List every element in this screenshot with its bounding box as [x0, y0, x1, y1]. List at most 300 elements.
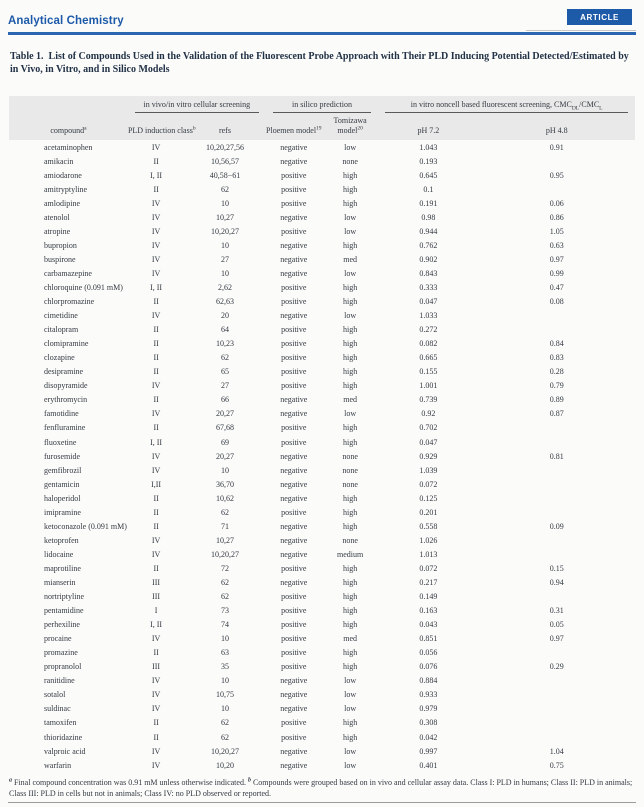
cell-ploemen: negative [280, 254, 308, 264]
cell-ph48 [478, 547, 635, 561]
cell-compound: imipramine [44, 507, 81, 517]
cell-tomizawa: low [344, 704, 357, 714]
cell-ploemen: negative [280, 212, 308, 222]
table-row [9, 477, 635, 491]
cell-ploemen: negative [280, 479, 308, 489]
table-row [9, 618, 635, 632]
cmc-subscript-dl: DL [571, 105, 580, 112]
group-header-spacer [9, 96, 128, 114]
cell-refs: 10,27 [215, 212, 234, 222]
table-row [9, 351, 635, 365]
cell-compound: procaine [44, 634, 72, 644]
cell-pld_class: II [153, 339, 159, 349]
cell-refs: 10 [220, 198, 229, 208]
cell-pld_class: IV [151, 690, 161, 700]
cell-ph48: 0.94 [549, 578, 564, 587]
cell-ph48: 0.91 [549, 142, 564, 152]
cell-pld_class: IV [151, 254, 161, 264]
cell-refs: 10,56,57 [210, 156, 239, 166]
footnote-text-a: Final compound concentration was 0.91 mM unless otherwise indicated. [14, 778, 246, 788]
cell-refs: 10,27 [215, 535, 234, 545]
cell-ploemen: negative [280, 451, 308, 461]
cell-pld_class: III [152, 662, 161, 672]
cell-refs: 20,27 [215, 409, 234, 419]
cell-ph48: 0.06 [549, 198, 564, 208]
cell-ploemen: positive [281, 367, 307, 377]
group-header-cellular-screening [128, 96, 266, 114]
cell-ph48 [478, 688, 635, 702]
table-row [9, 337, 635, 351]
cell-ph48: 1.05 [549, 226, 564, 236]
cell-ph72: 0.149 [419, 592, 438, 602]
cell-ph72: 0.851 [419, 634, 438, 644]
cell-ph48: 0.09 [549, 521, 564, 531]
cell-ph72: 0.1 [423, 184, 434, 194]
cell-pld_class: II [153, 325, 159, 335]
cell-ph48: 0.75 [549, 760, 564, 770]
cell-ph48 [478, 323, 635, 337]
cell-ph48: 1.04 [549, 746, 564, 756]
cell-pld_class: IV [151, 465, 161, 475]
cell-ph72: 0.558 [419, 521, 438, 531]
cell-refs: 62 [220, 353, 229, 363]
cell-compound: chloroquine (0.091 mM) [44, 283, 123, 293]
cell-refs: 10,20,27 [210, 549, 239, 559]
cell-tomizawa: high [343, 198, 358, 208]
cell-refs: 10 [220, 634, 229, 644]
cell-ph48 [478, 309, 635, 323]
cell-ploemen: positive [281, 662, 307, 672]
cell-ploemen: negative [280, 268, 308, 278]
cell-ph72: 0.997 [419, 746, 438, 756]
cmc-subscript-l: L [599, 105, 603, 112]
cell-compound: desipramine [44, 367, 84, 377]
cell-ph48: 0.97 [549, 634, 564, 644]
group-header-in-silico [266, 96, 379, 114]
cell-ph72: 0.193 [419, 156, 438, 166]
cell-pld_class: IV [151, 634, 161, 644]
cell-ph48 [478, 463, 635, 477]
cell-ph48: 0.08 [549, 297, 564, 307]
cell-ploemen: negative [280, 746, 308, 756]
table-row [9, 730, 635, 744]
table-row [9, 632, 635, 646]
cell-ploemen: positive [281, 353, 307, 363]
table-row [9, 210, 635, 224]
cell-compound: valproic acid [44, 746, 86, 756]
table-row [9, 604, 635, 618]
cell-tomizawa: high [343, 283, 358, 293]
column-header-pld_class: PLD induction class$^b$ [127, 124, 196, 135]
cell-tomizawa: high [343, 493, 358, 503]
cell-ph72: 0.043 [419, 620, 438, 630]
cell-compound: ranitidine [44, 676, 75, 686]
cell-compound: amlodipine [44, 198, 80, 208]
cell-compound: maprotiline [44, 563, 81, 573]
cell-ploemen: negative [280, 395, 308, 405]
table-row [9, 295, 635, 309]
cell-ph48 [478, 154, 635, 168]
cell-ph72: 1.039 [419, 465, 438, 475]
cell-compound: disopyramide [44, 381, 88, 391]
cell-tomizawa: low [344, 746, 357, 756]
cell-compound: bupropion [44, 240, 77, 250]
cell-compound: nortriptyline [44, 592, 84, 602]
footnote-text-b: Compounds were grouped based on in vivo and cellular assay data. Class I: PLD in humans; Class II: PLD in animals; Class III: PLD in cells but not in animals; Class IV: no PLD observed or reported. [9, 778, 633, 799]
cell-compound: atenolol [44, 212, 70, 222]
group-label: /CMC [579, 99, 600, 109]
cell-ph72: 0.979 [419, 704, 438, 714]
cell-pld_class: IV [151, 311, 161, 321]
table-row [9, 435, 635, 449]
cell-tomizawa: high [343, 662, 358, 672]
cell-refs: 10 [220, 676, 229, 686]
cell-ploemen: positive [281, 170, 307, 180]
cell-tomizawa: none [342, 451, 358, 461]
cell-ploemen: negative [280, 465, 308, 475]
cell-tomizawa: high [343, 170, 358, 180]
cell-ph48: 0.81 [549, 451, 564, 461]
cell-ph72: 1.043 [419, 142, 438, 152]
table-title [10, 50, 631, 77]
cell-tomizawa: high [343, 563, 358, 573]
cell-ph72: 0.739 [419, 395, 438, 405]
cell-ph48 [478, 533, 635, 547]
cell-tomizawa: med [343, 634, 358, 644]
cell-pld_class: IV [151, 381, 161, 391]
cell-pld_class: IV [151, 198, 161, 208]
cell-tomizawa: high [343, 507, 358, 517]
cell-tomizawa: low [344, 212, 357, 222]
cell-refs: 62 [220, 592, 229, 602]
cell-refs: 71 [220, 521, 229, 531]
cell-pld_class: IV [151, 226, 161, 236]
cell-ph72: 0.902 [419, 254, 438, 264]
cell-ploemen: positive [281, 507, 307, 517]
cell-ph72: 0.665 [419, 353, 438, 363]
table-title-text: List of Compounds Used in the Validation of the Fluorescent Probe Approach with Their PLD Inducing Potential Detected/Estimated by in Vivo, in Vitro, and in Silico Models [10, 50, 629, 75]
cell-ph72: 0.056 [419, 648, 438, 658]
cell-ph48: 0.97 [549, 254, 564, 264]
cell-refs: 10,75 [215, 690, 234, 700]
cell-ph48: 0.83 [549, 353, 564, 363]
cell-ph48 [478, 590, 635, 604]
table-row [9, 702, 635, 716]
cell-ph72: 0.333 [419, 283, 438, 293]
cell-pld_class: II [153, 493, 159, 503]
cell-compound: cimetidine [44, 311, 78, 321]
cell-ploemen: negative [280, 156, 308, 166]
cell-ph72: 0.076 [419, 662, 438, 672]
cell-refs: 40,58−61 [209, 170, 241, 180]
cell-ph72: 0.201 [419, 507, 438, 517]
cell-refs: 62 [220, 718, 229, 728]
table-number-label: Table 1. [10, 50, 44, 62]
cell-pld_class: IV [151, 142, 161, 152]
cell-refs: 10,20,27,56 [205, 142, 244, 152]
cell-ploemen: positive [281, 184, 307, 194]
cell-refs: 72 [220, 563, 229, 573]
cell-pld_class: II [153, 367, 159, 377]
cell-compound: tamoxifen [44, 718, 77, 728]
cell-ph72: 0.702 [419, 423, 438, 433]
table-row [9, 379, 635, 393]
cell-refs: 65 [220, 367, 229, 377]
table-row [9, 519, 635, 533]
cell-ph72: 0.401 [419, 760, 438, 770]
cell-tomizawa: high [343, 325, 358, 335]
cell-ploemen: positive [281, 226, 307, 236]
cell-tomizawa: none [342, 479, 358, 489]
cell-ph48: 0.87 [549, 409, 564, 419]
cell-ph72: 0.047 [419, 297, 438, 307]
cell-refs: 27 [220, 254, 229, 264]
cell-compound: carbamazepine [44, 268, 92, 278]
table-row [9, 365, 635, 379]
group-label: in vitro noncell based fluorescent screening, CMC [410, 99, 572, 109]
cell-compound: buspirone [44, 254, 76, 264]
cell-ploemen: positive [281, 634, 307, 644]
table-row [9, 758, 635, 772]
cell-ploemen: positive [281, 423, 307, 433]
table-row [9, 196, 635, 210]
cell-tomizawa: high [343, 592, 358, 602]
cell-ploemen: positive [281, 325, 307, 335]
cell-pld_class: IV [151, 760, 161, 770]
cell-compound: citalopram [44, 325, 79, 335]
cell-pld_class: II [153, 732, 159, 742]
cell-compound: amikacin [44, 156, 74, 166]
cell-ph48 [478, 435, 635, 449]
cell-ph72: 0.98 [421, 212, 436, 222]
cell-compound: clozapine [44, 353, 75, 363]
cell-ph48 [478, 674, 635, 688]
table-row [9, 646, 635, 660]
cell-compound: gentamicin [44, 479, 80, 489]
cell-tomizawa: high [343, 521, 358, 531]
cell-ploemen: negative [280, 493, 308, 503]
cell-compound: haloperidol [44, 493, 81, 503]
cell-tomizawa: high [343, 648, 358, 658]
cell-pld_class: III [152, 592, 161, 602]
cell-refs: 64 [220, 325, 229, 335]
cell-tomizawa: high [343, 437, 358, 447]
header-rule [8, 32, 636, 35]
cell-compound: amitryptyline [44, 184, 88, 194]
table-row [9, 421, 635, 435]
cell-pld_class: IV [151, 676, 161, 686]
cell-pld_class: II [153, 648, 159, 658]
cell-ph72: 0.929 [419, 451, 438, 461]
cell-tomizawa: none [342, 465, 358, 475]
table-row [9, 505, 635, 519]
cell-tomizawa: med [343, 254, 358, 264]
cell-pld_class: II [153, 718, 159, 728]
cell-tomizawa: high [343, 184, 358, 194]
cell-pld_class: I, II [150, 620, 163, 630]
cell-ploemen: positive [281, 563, 307, 573]
header-rule-shadow [526, 30, 636, 32]
cell-pld_class: II [153, 521, 159, 531]
cell-ploemen: positive [281, 437, 307, 447]
cell-ploemen: negative [280, 409, 308, 419]
cell-refs: 10 [220, 704, 229, 714]
cell-ph48: 0.95 [549, 170, 564, 180]
cell-pld_class: II [153, 423, 159, 433]
cell-tomizawa: high [343, 297, 358, 307]
group-header-row [9, 96, 635, 114]
cell-ploemen: positive [281, 606, 307, 616]
cell-ph72: 1.001 [419, 381, 438, 391]
cell-ph72: 0.163 [419, 606, 438, 616]
cell-ph72: 0.072 [419, 479, 438, 489]
table-row [9, 266, 635, 280]
cell-ph72: 1.033 [419, 311, 438, 321]
cell-compound: perhexiline [44, 620, 80, 630]
cell-ph72: 0.217 [419, 578, 438, 587]
cell-tomizawa: high [343, 620, 358, 630]
cell-pld_class: II [153, 395, 159, 405]
table-row [9, 252, 635, 266]
cell-ph72: 0.762 [419, 240, 438, 250]
cell-tomizawa: none [342, 535, 358, 545]
cell-ph48: 0.86 [549, 212, 564, 222]
cell-ph72: 0.933 [419, 690, 438, 700]
cell-refs: 10 [220, 465, 229, 475]
cell-pld_class: II [153, 156, 159, 166]
group-label: in vivo/in vitro cellular screening [143, 99, 251, 109]
cell-refs: 35 [220, 662, 229, 672]
table-row [9, 463, 635, 477]
column-header-tomizawa: Tomizawa model$^{20}$ [333, 116, 367, 135]
table-row [9, 224, 635, 238]
table-row [9, 716, 635, 730]
cell-ph72: 0.645 [419, 170, 438, 180]
cell-pld_class: IV [151, 212, 161, 222]
cell-compound: gemfibrozil [44, 465, 82, 475]
cell-ploemen: positive [281, 381, 307, 391]
article-badge: ARTICLE [567, 9, 632, 25]
table-bottom-rule [8, 802, 636, 803]
cell-refs: 67,68 [215, 423, 234, 433]
cell-tomizawa: high [343, 578, 358, 587]
cell-compound: atropine [44, 226, 71, 236]
cell-ploemen: positive [281, 592, 307, 602]
table-row [9, 309, 635, 323]
cell-tomizawa: low [344, 226, 357, 236]
cell-refs: 10 [220, 240, 229, 250]
cell-pld_class: IV [151, 704, 161, 714]
table-row [9, 590, 635, 604]
column-header-row [9, 113, 635, 140]
cell-ploemen: positive [281, 297, 307, 307]
cell-ph48: 0.89 [549, 395, 564, 405]
cell-ph72: 0.884 [419, 676, 438, 686]
cell-refs: 10,20 [215, 760, 234, 770]
table-row [9, 660, 635, 674]
cell-ploemen: positive [281, 620, 307, 630]
cell-compound: ketoprofen [44, 535, 79, 545]
cell-pld_class: III [152, 578, 161, 587]
cell-tomizawa: low [344, 760, 357, 770]
cell-tomizawa: high [343, 423, 358, 433]
cell-ph48: 0.29 [549, 662, 564, 672]
table-row [9, 182, 635, 196]
cell-ploemen: negative [280, 311, 308, 321]
cell-compound: suldinac [44, 704, 71, 714]
column-header-refs: refs [218, 125, 231, 135]
cell-ph48: 0.99 [549, 268, 564, 278]
cell-ph72: 0.92 [421, 409, 436, 419]
page-header [8, 8, 636, 35]
cell-ploemen: negative [280, 521, 308, 531]
cell-pld_class: IV [151, 746, 161, 756]
cell-ph72: 0.125 [419, 493, 438, 503]
cell-ph48 [478, 702, 635, 716]
cell-ploemen: negative [280, 142, 308, 152]
cell-ph72: 0.042 [419, 732, 438, 742]
table-row [9, 533, 635, 547]
cell-refs: 62 [220, 507, 229, 517]
cell-compound: sotalol [44, 690, 66, 700]
cell-tomizawa: low [344, 268, 357, 278]
table-row [9, 547, 635, 561]
cell-compound: mianserin [44, 578, 76, 587]
column-header-ploemen: Ploemen model$^{19}$ [266, 124, 322, 135]
cell-tomizawa: medium [337, 549, 364, 559]
cell-tomizawa: low [344, 311, 357, 321]
cell-refs: 62 [220, 184, 229, 194]
cell-ploemen: negative [280, 535, 308, 545]
cell-ph72: 0.272 [419, 325, 438, 335]
table-row [9, 238, 635, 252]
cell-pld_class: II [153, 563, 159, 573]
cell-tomizawa: high [343, 732, 358, 742]
cell-refs: 74 [220, 620, 229, 630]
table-row [9, 449, 635, 463]
compound-table [9, 96, 635, 773]
cell-refs: 62 [220, 578, 229, 587]
cell-tomizawa: low [344, 676, 357, 686]
cell-compound: ketoconazole (0.091 mM) [44, 521, 127, 531]
cell-refs: 66 [220, 395, 229, 405]
table-row [9, 168, 635, 182]
cell-pld_class: II [153, 297, 159, 307]
cell-pld_class: IV [151, 549, 161, 559]
cell-pld_class: IV [151, 409, 161, 419]
cell-tomizawa: low [344, 690, 357, 700]
cell-ph48 [478, 646, 635, 660]
cell-ploemen: positive [281, 648, 307, 658]
cell-ph48 [478, 730, 635, 744]
cell-ph72: 0.082 [419, 339, 438, 349]
cell-ph48 [478, 477, 635, 491]
cell-pld_class: II [153, 184, 159, 194]
table-row [9, 744, 635, 758]
cell-compound: clomipramine [44, 339, 89, 349]
cell-ph48 [478, 491, 635, 505]
cell-pld_class: IV [151, 240, 161, 250]
cell-ploemen: positive [281, 339, 307, 349]
cell-ph72: 0.155 [419, 367, 438, 377]
cell-ph48 [478, 716, 635, 730]
cell-ph48: 0.63 [549, 240, 564, 250]
footnote-marker-a: a [9, 777, 12, 784]
cell-compound: propranolol [44, 662, 82, 672]
cell-ploemen: negative [280, 690, 308, 700]
cell-ph48 [478, 182, 635, 196]
cell-refs: 20,27 [215, 451, 234, 461]
